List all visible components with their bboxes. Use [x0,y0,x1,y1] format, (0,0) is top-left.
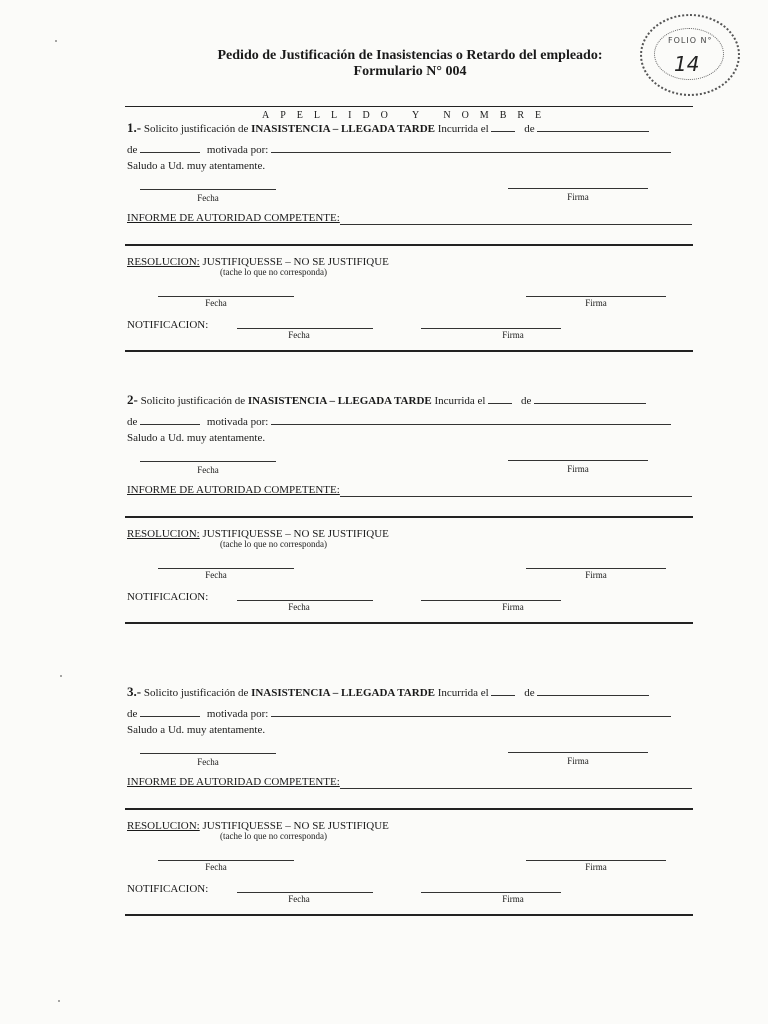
resolucion-firma-line [526,860,666,861]
notificacion-fecha-line [237,892,373,893]
de-label: de [127,144,138,156]
notificacion-firma-line [421,328,561,329]
tache-note: (tache lo que no corresponda) [220,267,327,277]
de-label: de [520,395,532,407]
resolucion-firma-caption: Firma [585,570,607,580]
notificacion-firma-line [421,600,561,601]
section-divider [125,244,693,246]
fecha-caption: Fecha [197,757,219,767]
resolucion-label: RESOLUCION: [127,820,200,832]
month-blank[interactable] [537,121,649,132]
de-label: de [524,123,535,135]
section-number: 2- [127,392,138,407]
notificacion-firma-caption: Firma [502,602,524,612]
resolucion-firma-caption: Firma [585,298,607,308]
notificacion-label: NOTIFICACION: [127,319,209,331]
request-line [127,684,649,700]
notificacion-firma-caption: Firma [502,330,524,340]
section-bottom-rule [125,914,693,916]
month-blank[interactable] [534,393,646,404]
notificacion-fecha-line [237,328,373,329]
request-line [127,120,649,136]
request-prefix: Solicito justificación de [143,687,249,699]
section-divider [125,516,693,518]
section-bottom-rule [125,350,693,352]
section-divider [125,808,693,810]
de-label: de [524,687,535,699]
day-blank[interactable] [488,393,512,404]
informe-label: INFORME DE AUTORIDAD COMPETENTE: [127,776,340,788]
notificacion-fecha-caption: Fecha [288,602,310,612]
tache-note: (tache lo que no corresponda) [220,539,327,549]
firma-line [508,752,648,753]
scan-speck [55,40,57,42]
resolucion-options: JUSTIFIQUESSE – NO SE JUSTIFIQUE [202,528,389,540]
request-options: INASISTENCIA – LLEGADA TARDE [251,123,435,135]
de-label: de [127,708,138,720]
resolucion-options: JUSTIFIQUESSE – NO SE JUSTIFIQUE [202,820,389,832]
fecha-line [140,461,276,462]
folio-stamp [640,14,740,96]
informe-label: INFORME DE AUTORIDAD COMPETENTE: [127,484,340,496]
notificacion-fecha-caption: Fecha [288,894,310,904]
incurred-label: Incurrida el [437,123,489,135]
informe-blank [340,788,692,789]
resolucion-fecha-line [158,860,294,861]
informe-blank [340,496,692,497]
informe-label: INFORME DE AUTORIDAD COMPETENTE: [127,212,340,224]
request-options: INASISTENCIA – LLEGADA TARDE [247,395,432,407]
request-line [127,392,646,408]
informe-blank [340,224,692,225]
notificacion-firma-line [421,892,561,893]
resolucion-fecha-caption: Fecha [205,570,227,580]
resolucion-options: JUSTIFIQUESSE – NO SE JUSTIFIQUE [202,256,389,268]
resolucion-firma-line [526,568,666,569]
motivo-blank[interactable] [271,142,671,153]
year-blank[interactable] [140,706,200,717]
resolucion-firma-caption: Firma [585,862,607,872]
request-prefix: Solicito justificación de [143,123,249,135]
notificacion-label: NOTIFICACION: [127,883,209,895]
saludo-text: Saludo a Ud. muy atentamente. [127,432,266,444]
section-number: 1.- [127,120,142,135]
motivo-blank[interactable] [271,706,671,717]
saludo-text: Saludo a Ud. muy atentamente. [127,724,266,736]
day-blank[interactable] [491,121,515,132]
stamp-folio-label: FOLIO N° [668,36,713,45]
motivo-line [127,706,671,720]
incurred-label: Incurrida el [434,395,486,407]
notificacion-firma-caption: Firma [502,894,524,904]
section-bottom-rule [125,622,693,624]
day-blank[interactable] [491,685,515,696]
resolucion-fecha-caption: Fecha [205,862,227,872]
stamp-folio-number: 14 [674,52,700,76]
firma-caption: Firma [567,756,589,766]
incurred-label: Incurrida el [437,687,489,699]
motivo-blank[interactable] [271,414,671,425]
resolucion-fecha-caption: Fecha [205,298,227,308]
request-prefix: Solicito justificación de [140,395,246,407]
firma-line [508,460,648,461]
firma-caption: Firma [567,464,589,474]
fecha-caption: Fecha [197,465,219,475]
motivo-line [127,414,671,428]
resolucion-label: RESOLUCION: [127,528,200,540]
year-blank[interactable] [140,142,200,153]
section-number: 3.- [127,684,142,699]
firma-caption: Firma [567,192,589,202]
tache-note: (tache lo que no corresponda) [220,831,327,841]
top-rule [125,106,693,107]
year-blank[interactable] [140,414,200,425]
request-options: INASISTENCIA – LLEGADA TARDE [251,687,435,699]
form-subtitle: Formulario N° 004 [353,64,467,79]
firma-line [508,188,648,189]
motivada-label: motivada por: [206,708,269,720]
motivada-label: motivada por: [206,416,269,428]
saludo-text: Saludo a Ud. muy atentamente. [127,160,266,172]
fecha-line [140,753,276,754]
scan-speck [60,675,62,677]
scan-speck [58,1000,60,1002]
resolucion-fecha-line [158,296,294,297]
motivo-line [127,142,671,156]
apellido-nombre-label: APELLIDO Y NOMBRE [262,110,553,121]
notificacion-fecha-line [237,600,373,601]
form-title: Pedido de Justificación de Inasistencias o Retardo del empleado: [217,48,603,63]
fecha-caption: Fecha [197,193,219,203]
motivada-label: motivada por: [206,144,269,156]
notificacion-fecha-caption: Fecha [288,330,310,340]
notificacion-label: NOTIFICACION: [127,591,209,603]
resolucion-label: RESOLUCION: [127,256,200,268]
resolucion-fecha-line [158,568,294,569]
resolucion-firma-line [526,296,666,297]
month-blank[interactable] [537,685,649,696]
de-label: de [127,416,138,428]
fecha-line [140,189,276,190]
